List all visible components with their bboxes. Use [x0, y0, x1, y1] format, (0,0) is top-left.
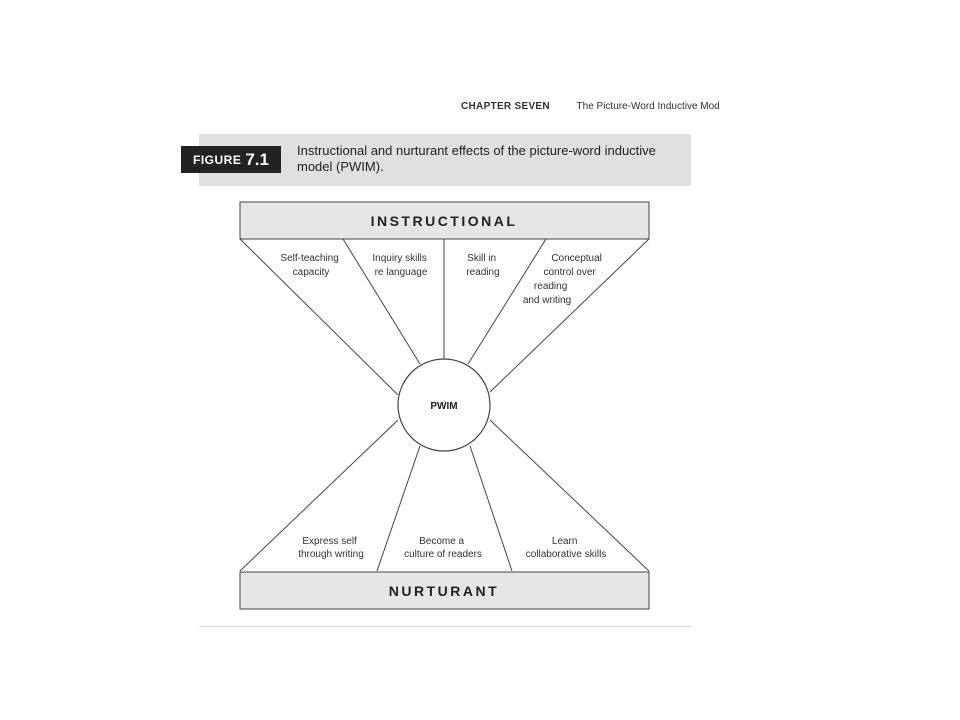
effect-inquiry-skills: Inquiry skills re language [372, 253, 428, 278]
instructional-header: INSTRUCTIONAL [370, 213, 518, 229]
effect-express-self: Express self through writing [298, 536, 364, 560]
figure-label-word: FIGURE [193, 152, 242, 167]
effect-culture-of-readers: Become a culture of readers [404, 536, 482, 560]
effect-collaborative-skills: Learn collaborative skills [525, 536, 607, 560]
pwim-hub-label: PWIM [430, 401, 458, 412]
bottom-rule [199, 626, 691, 627]
nurturant-header: NURTURANT [388, 583, 500, 599]
effect-conceptual-control: Conceptual control over reading and writing [522, 253, 602, 306]
chapter-title: The Picture-Word Inductive Mod [576, 101, 720, 112]
figure-label-number: 7.1 [245, 149, 269, 169]
effect-skill-in-reading: Skill in reading [466, 253, 500, 278]
figure-caption: Instructional and nurturant effects of the picture-word inductive model (PWIM). [297, 143, 656, 174]
chapter-label: CHAPTER SEVEN [461, 101, 550, 112]
effect-self-teaching: Self-teaching capacity [280, 253, 339, 278]
